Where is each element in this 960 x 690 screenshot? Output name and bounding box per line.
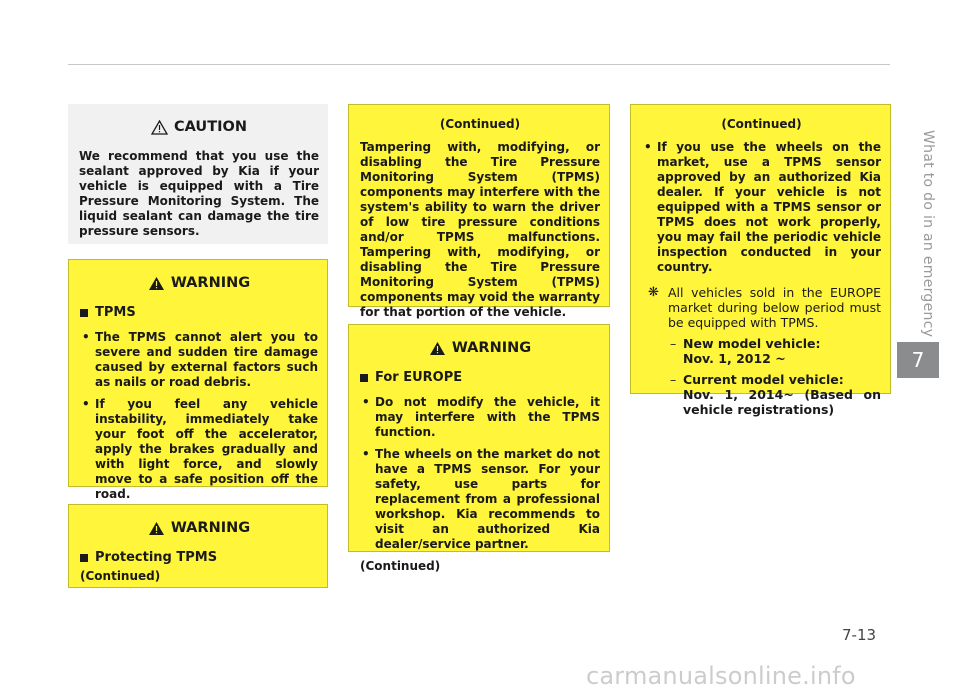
market-wheels-list bbox=[642, 140, 881, 275]
header-rule bbox=[68, 64, 890, 65]
caution-text: We recommend that you use the sealant approved by Kia if your vehicle is equipped with a Tire Pressure Monitoring System. The liquid sealant can damage the tire pressure sensors. bbox=[79, 149, 319, 238]
note-text: All vehicles sold in the EUROPE market during below period must be equipped with TPMS. bbox=[668, 285, 881, 330]
warning-triangle-icon bbox=[148, 276, 165, 291]
chapter-tab: 7 bbox=[897, 342, 939, 378]
list-item: • If you use the wheels on the market, use a TPMS sensor approved by an authorized Kia dealer. If your vehicle is not equipped with a TPMS sensor or TPMS does not work properly, you may fail the periodic vehicle inspection conducted in your country. bbox=[642, 140, 881, 275]
section-title: For EUROPE bbox=[375, 370, 463, 385]
europe-period-note bbox=[642, 285, 881, 417]
tampering-text: Tampering with, modifying, or disabling the Tire Pressure Monitoring System (TPMS) components may interfere with the system's ability to warn the driver of low tire pressure conditions and/or TPMS malfunctions. Tampering with, modifying, or disabling the Tire Pressure Monitoring System (TPMS) components may void the warranty for that portion of the vehicle. bbox=[360, 140, 600, 319]
warning-triangle-icon bbox=[429, 341, 446, 356]
warning-triangle-icon bbox=[148, 521, 165, 536]
warning-protect-box bbox=[68, 504, 328, 588]
list-item: • The TPMS cannot alert you to severe and sudden tire damage caused by external factors such as nails or road debris. bbox=[80, 330, 318, 390]
period-label: – Current model vehicle: bbox=[683, 372, 844, 387]
list-item: • The wheels on the market do not have a TPMS sensor. For your safety, use parts for replacement from a professional workshop. Kia recommends to visit an authorized Kia dealer/service partner. bbox=[360, 447, 600, 552]
continued-mid-box bbox=[348, 104, 610, 319]
asterisk-note-icon: ❋ bbox=[648, 285, 659, 300]
warning-europe-heading bbox=[360, 341, 600, 356]
caution-box bbox=[68, 104, 328, 244]
period-label: – New model vehicle: bbox=[683, 336, 821, 351]
warning-europe-box bbox=[348, 324, 610, 573]
continued-right-box bbox=[630, 104, 891, 417]
list-item: • If you feel any vehicle instability, immediately take your foot off the accelerator, apply the brakes gradually and with light force, and slowly move to a safe position off the road. bbox=[80, 397, 318, 502]
caution-triangle-icon bbox=[151, 120, 168, 135]
square-bullet-icon bbox=[360, 374, 368, 382]
warning-title: WARNING bbox=[451, 340, 532, 356]
period-value: Nov. 1, 2012 ~ bbox=[683, 351, 786, 366]
section-tpms bbox=[80, 305, 318, 320]
warning-tpms-heading bbox=[80, 276, 318, 291]
period-item bbox=[668, 372, 881, 417]
continued-label: (Continued) bbox=[360, 559, 441, 573]
square-bullet-icon bbox=[80, 309, 88, 317]
caution-title: CAUTION bbox=[174, 119, 247, 135]
list-item: • Do not modify the vehicle, it may interfere with the TPMS function. bbox=[360, 395, 600, 440]
continued-label: (Continued) bbox=[80, 569, 161, 583]
square-bullet-icon bbox=[80, 554, 88, 562]
period-item bbox=[668, 336, 881, 366]
section-title: Protecting TPMS bbox=[95, 550, 218, 565]
watermark: carmanualsonline.info bbox=[586, 662, 856, 690]
warning-protect-heading bbox=[80, 521, 318, 536]
section-title: TPMS bbox=[95, 305, 136, 320]
warning-title: WARNING bbox=[170, 520, 251, 536]
warning-tpms-box bbox=[68, 259, 328, 501]
page-number: 7-13 bbox=[842, 626, 877, 644]
caution-heading bbox=[79, 120, 319, 135]
warning-title: WARNING bbox=[170, 275, 251, 291]
continued-label: (Continued) bbox=[439, 117, 521, 131]
section-for-europe bbox=[360, 370, 600, 385]
tpms-list bbox=[80, 330, 318, 502]
period-value: Nov. 1, 2014~ (Based on vehicle registrations) bbox=[683, 387, 881, 417]
chapter-side-title: What to do in an emergency bbox=[920, 130, 936, 338]
section-protecting-tpms bbox=[80, 550, 318, 565]
continued-label: (Continued) bbox=[721, 117, 802, 131]
europe-list bbox=[360, 395, 600, 552]
